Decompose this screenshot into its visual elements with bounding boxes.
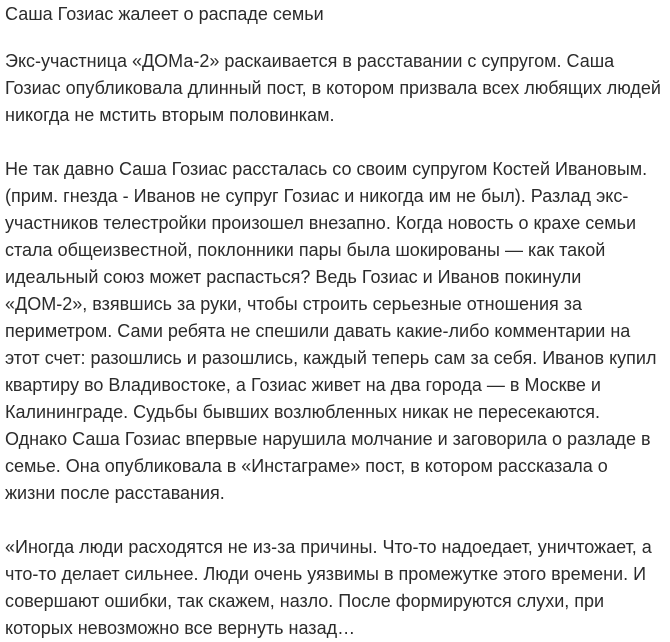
article-paragraph-lead: Экс-участница «ДОМа-2» раскаивается в расставании с супругом. Саша Гозиас опубликовала длинный пост, в котором призвала всех любящих людей никогда не мстить вторым половинкам. — [5, 51, 661, 125]
article-title: Саша Гозиас жалеет о распаде семьи — [5, 4, 324, 24]
article-paragraph-quote: «Иногда люди расходятся не из-за причины. Что-то надоедает, уничтожает, а что-то делает сильнее. Люди очень уязвимы в промежутке этого времени. И совершают ошибки, так скажем, назло. После формируются слухи, при которых невозможно все вернуть назад… — [5, 537, 652, 638]
article-paragraph-body: Не так давно Саша Гозиас рассталась со своим супругом Костей Ивановым. (прим. гнезда - Иванов не супруг Гозиас и никогда им не был). Разлад экс-участников телестройки произошел внезапно. Когда новость о крахе семьи стала общеизвестной, поклонники пары была шокированы — как такой идеальный союз может распасться? Ведь Гозиас и Иванов покинули «ДОМ-2», взявшись за руки, чтобы строить серьезные отношения за периметром. Сами ребята не спешили давать какие-либо комментарии на этот счет: разошлись и разошлись, каждый теперь сам за себя. Иванов купил квартиру во Владивостоке, а Гозиас живет на два города — в Москве и Калининграде. Судьбы бывших возлюбленных никак не пересекаются. Однако Саша Гозиас впервые нарушила молчание и заговорила о разладе в семье. Она опубликовала в «Инстаграме» пост, в котором рассказала о жизни после расставания. — [5, 159, 657, 503]
